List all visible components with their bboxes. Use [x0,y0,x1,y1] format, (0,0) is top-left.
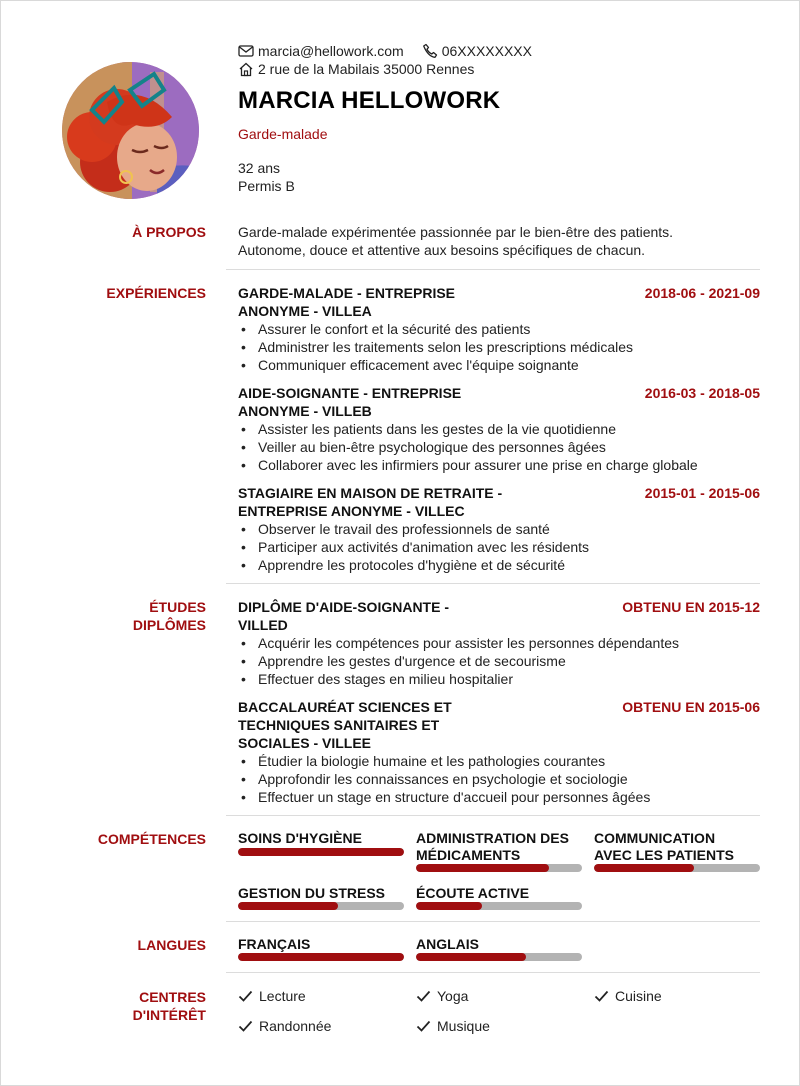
education-title-line: SOCIALES - VILLEE [238,735,372,751]
interest-item [594,988,662,1004]
skill-name-line: COMMUNICATION [594,830,716,846]
job-title: Garde-malade [238,126,328,142]
check-icon [416,1020,431,1032]
contact-block [238,42,550,78]
interest-item [416,1018,490,1034]
skill-name-line: MÉDICAMENTS [416,847,521,863]
experience-title [238,384,518,420]
about-line: Garde-malade expérimentée passionnée par le bien-être des patients. [238,224,674,240]
skill-level-fill [416,902,482,910]
education-bullets [238,752,760,806]
skill-level-bar [594,864,760,872]
bullet-item: • Veiller au bien-être psychologique des personnes âgées [238,438,760,456]
interest-label: Randonnée [259,1018,332,1034]
bullet-item: • Effectuer des stages en milieu hospitalier [238,670,760,688]
skill-name-line: AVEC LES PATIENTS [594,847,735,863]
education-title-line: BACCALAURÉAT SCIENCES ET [238,699,452,715]
bullet-item: • Participer aux activités d'animation avec les résidents [238,538,760,556]
skill-name-line: GESTION DU STRESS [238,885,386,901]
language-level-bar [238,953,404,961]
experience-date: 2018-06 - 2021-09 [644,285,760,301]
section-divider [226,921,760,922]
section-divider [226,269,760,270]
skill-level-fill [594,864,694,872]
experience-title-line: ANONYME - VILLEA [238,303,372,319]
profile-photo [62,62,199,199]
age-text: 32 ans [238,160,281,176]
education-bullets [238,634,760,688]
language-item [238,936,404,961]
bullet-item: • Effectuer un stage en structure d'accueil pour personnes âgées [238,788,760,806]
language-item [416,936,582,961]
mail-icon [238,44,254,58]
skill-item [594,830,760,872]
bullet-item: • Observer le travail des professionnels de santé [238,520,760,538]
candidate-name: MARCIA HELLOWORK [238,87,501,114]
section-label-interests [1,988,206,1024]
section-label-line: D'INTÉRÊT [132,1007,206,1023]
section-label-experiences: EXPÉRIENCES [106,285,206,301]
language-name: ANGLAIS [416,936,479,952]
experience-bullets [238,420,760,474]
bullet-item: • Étudier la biologie humaine et les pathologies courantes [238,752,760,770]
skill-name [594,830,760,864]
language-name: FRANÇAIS [238,936,311,952]
personal-info [238,159,295,195]
language-level-fill [238,953,404,961]
education-entry [238,598,760,688]
language-level-fill [416,953,526,961]
check-icon [238,990,253,1002]
interest-label: Lecture [259,988,306,1004]
about-line: Autonome, douce et attentive aux besoins spécifiques de chacun. [238,242,646,258]
skill-name [238,830,404,847]
bullet-item: • Administrer les traitements selon les prescriptions médicales [238,338,760,356]
skill-level-bar [238,848,404,856]
skill-item [416,830,582,872]
home-icon [238,62,254,77]
skill-item [238,885,404,910]
education-title-line: DIPLÔME D'AIDE-SOIGNANTE - [238,599,449,615]
address-item [238,60,474,78]
experience-entry [238,484,760,574]
section-divider [226,972,760,973]
section-divider [226,815,760,816]
skill-item [238,830,404,856]
phone-text: 06XXXXXXXX [441,43,532,59]
interest-item [238,988,306,1004]
education-title [238,598,518,634]
skill-level-bar [416,864,582,872]
skill-name-line: SOINS D'HYGIÈNE [238,830,362,846]
bullet-item: • Apprendre les protocoles d'hygiène et de sécurité [238,556,760,574]
bullet-item: • Communiquer efficacement avec l'équipe soignante [238,356,760,374]
education-title [238,698,478,752]
experience-date: 2016-03 - 2018-05 [644,385,760,401]
email-item[interactable] [238,42,404,60]
skill-level-fill [416,864,549,872]
phone-icon [422,43,438,59]
interest-label: Yoga [437,988,469,1004]
skill-name [238,885,404,902]
email-text: marcia@hellowork.com [258,43,404,59]
interest-label: Cuisine [615,988,662,1004]
experience-title-line: STAGIAIRE EN MAISON DE RETRAITE - [238,485,503,501]
experience-title [238,484,518,520]
section-label-line: DIPLÔMES [132,617,206,633]
skill-name-line: ADMINISTRATION DES [416,830,569,846]
about-text [238,223,760,259]
bullet-item: • Acquérir les compétences pour assister les personnes dépendantes [238,634,760,652]
skill-name-line: ÉCOUTE ACTIVE [416,885,530,901]
education-date: OBTENU EN 2015-12 [622,599,760,615]
section-label-skills: COMPÉTENCES [97,831,206,847]
skill-level-bar [238,902,404,910]
bullet-item: • Apprendre les gestes d'urgence et de secourisme [238,652,760,670]
address-text: 2 rue de la Mabilais 35000 Rennes [258,61,475,77]
phone-item[interactable] [422,42,532,60]
section-divider [226,583,760,584]
experience-title-line: ANONYME - VILLEB [238,403,372,419]
skill-level-fill [238,902,338,910]
education-date: OBTENU EN 2015-06 [622,699,760,715]
section-label-about: À PROPOS [132,224,206,240]
experience-bullets [238,320,760,374]
bullet-item: • Assister les patients dans les gestes de la vie quotidienne [238,420,760,438]
section-label-line: CENTRES [139,989,206,1005]
section-label-languages: LANGUES [137,937,206,953]
experience-bullets [238,520,760,574]
section-label-line: ÉTUDES [149,599,206,615]
skill-name [416,830,582,864]
education-title-line: TECHNIQUES SANITAIRES ET [238,717,440,733]
bullet-item: • Approfondir les connaissances en psychologie et sociologie [238,770,760,788]
skill-name [416,885,582,902]
experience-title [238,284,518,320]
interest-item [238,1018,331,1034]
interest-label: Musique [437,1018,490,1034]
check-icon [416,990,431,1002]
experience-entry [238,384,760,474]
experience-date: 2015-01 - 2015-06 [644,485,760,501]
skill-level-bar [416,902,582,910]
experience-entry [238,284,760,374]
experience-title-line: GARDE-MALADE - ENTREPRISE [238,285,456,301]
skill-level-fill [238,848,404,856]
education-title-line: VILLED [238,617,288,633]
interest-item [416,988,468,1004]
skill-item [416,885,582,910]
license-text: Permis B [238,178,295,194]
experience-title-line: ENTREPRISE ANONYME - VILLEC [238,503,465,519]
experience-title-line: AIDE-SOIGNANTE - ENTREPRISE [238,385,462,401]
language-level-bar [416,953,582,961]
section-label-education [1,598,206,634]
bullet-item: • Assurer le confort et la sécurité des patients [238,320,760,338]
check-icon [238,1020,253,1032]
bullet-item: • Collaborer avec les infirmiers pour assurer une prise en charge globale [238,456,760,474]
education-entry [238,698,760,806]
check-icon [594,990,609,1002]
